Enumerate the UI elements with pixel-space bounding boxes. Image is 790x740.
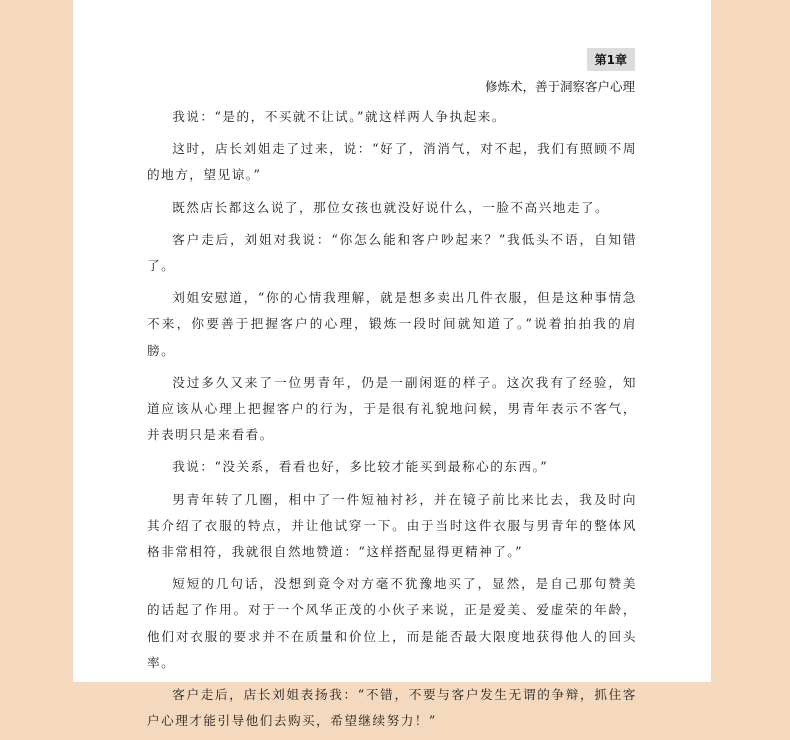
paragraph: 客户走后，店长刘姐表扬我：“不错，不要与客户发生无谓的争辩，抓住客户心理才能引导他们去购买，希望继续努力！” [147, 687, 637, 729]
paragraph: 既然店长都这么说了，那位女孩也就没好说什么，一脸不高兴地走了。 [172, 199, 610, 215]
paragraph: 没过多久又来了一位男青年，仍是一副闲逛的样子。这次我有了经验，知道应该从心理上把握客户的行为，于是很有礼貌地问候，男青年表示不客气，并表明只是来看看。 [147, 374, 637, 443]
chapter-title: 修炼术，善于洞察客户心理 [484, 79, 635, 94]
paragraph: 我说：“没关系，看看也好，多比较才能买到最称心的东西。” [172, 459, 549, 475]
paragraph: 刘姐安慰道，“你的心情我理解，就是想多卖出几件衣服，但是这种事情急不来，你要善于把握客户的心理，锻炼一段时间就知道了。”说着拍拍我的肩膀。 [147, 290, 637, 358]
paragraph: 我说：“是的，不买就不让试。”就这样两人争执起来。 [172, 109, 506, 124]
chapter-label: 第1章 [587, 48, 635, 71]
paragraph: 这时，店长刘姐走了过来，说：“好了，消消气，对不起，我们有照顾不周的地方，望见谅。” [147, 141, 637, 183]
paragraph: 客户走后，刘姐对我说：“你怎么能和客户吵起来？”我低头不语，自知错了。 [147, 231, 637, 274]
paragraph: 短短的几句话，没想到竟令对方毫不犹豫地买了，显然，是自己那句赞美的话起了作用。对于一个风华正茂的小伙子来说，正是爱美、爱虚荣的年龄，他们对衣服的要求并不在质量和价位上，而是能否最大限度地获得他人的回头率。 [147, 576, 637, 670]
paragraph: 男青年转了几圈，相中了一件短袖衬衫，并在镜子前比来比去，我及时向其介绍了衣服的特点，并让他试穿一下。由于当时这件衣服与男青年的整体风格非常相符，我就很自然地赞道：“这样搭配显得更精神了。” [147, 491, 637, 560]
book-page [73, 0, 711, 729]
body-text [147, 104, 637, 740]
